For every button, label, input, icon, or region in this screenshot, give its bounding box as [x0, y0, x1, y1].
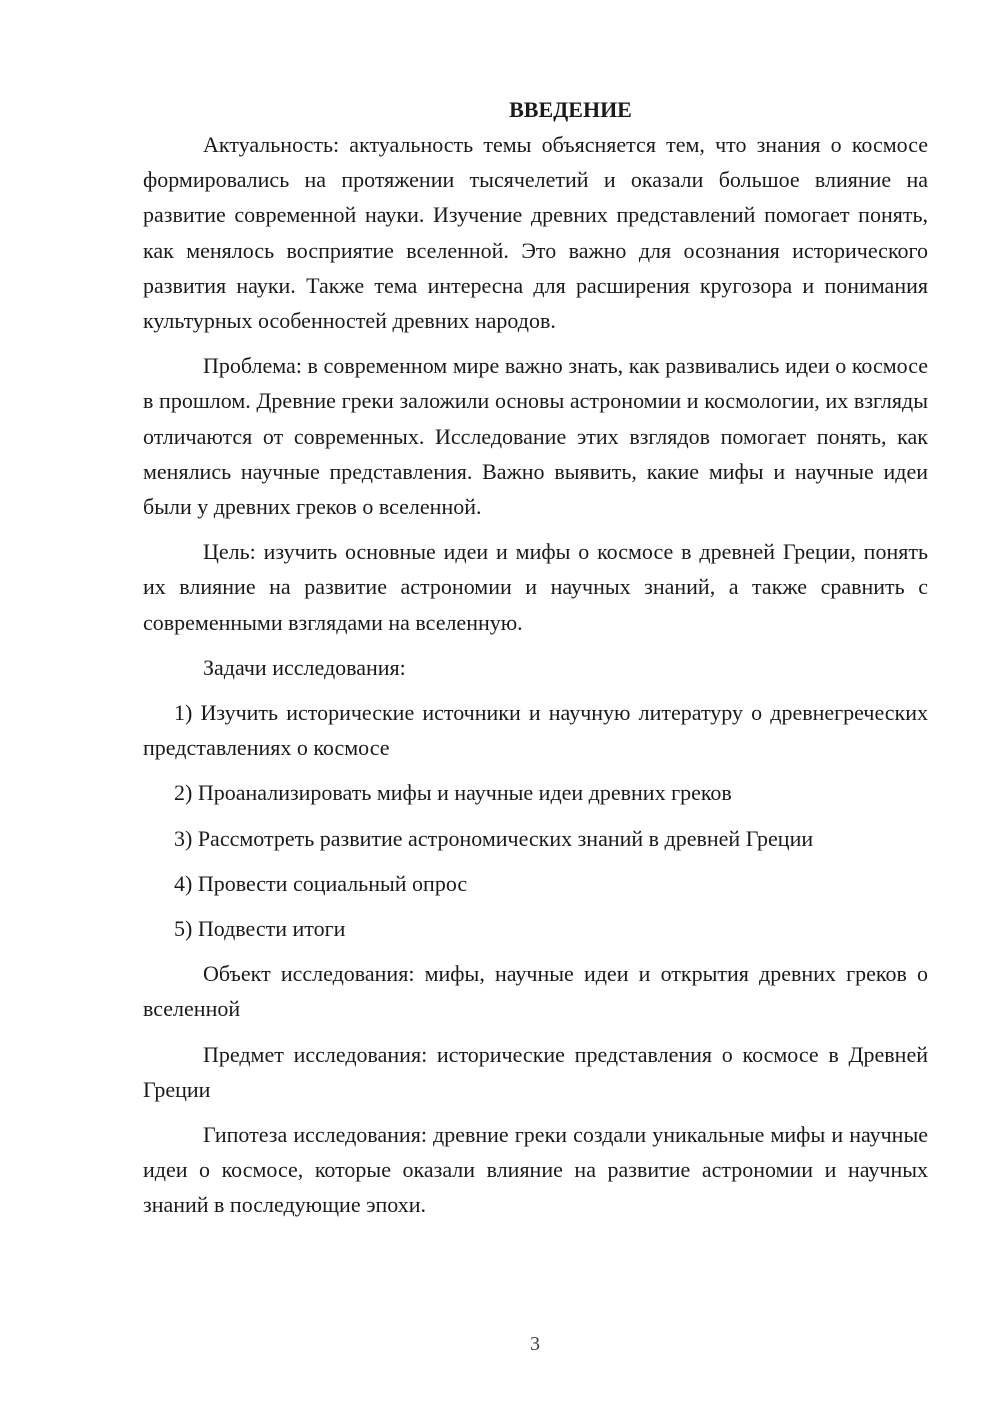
page-number: 3	[530, 1333, 540, 1355]
paragraph-hypothesis: Гипотеза исследования: древние греки создали уникальные мифы и научные идеи о космосе, которые оказали влияние на развитие астрономии и научных знаний в последующие эпохи.	[143, 1122, 928, 1218]
paragraph-object: Объект исследования: мифы, научные идеи и открытия древних греков о вселенной	[143, 961, 928, 1022]
page-title: ВВЕДЕНИЕ	[509, 97, 632, 122]
document-page	[143, 92, 928, 1223]
tasks-heading: Задачи исследования:	[203, 654, 406, 680]
list-item: 4) Провести социальный опрос	[174, 870, 468, 896]
paragraph-goal: Цель: изучить основные идеи и мифы о космосе в древней Греции, понять их влияние на развитие астрономии и научных знаний, а также сравнить с современными взглядами на вселенную.	[143, 539, 928, 635]
paragraph-relevance: Актуальность: актуальность темы объясняется тем, что знания о космосе формировались на протяжении тысячелетий и оказали большое влияние на развитие современной науки. Изучение древних представлений помогает понять, как менялось восприятие вселенной. Это важно для осознания исторического развития науки. Также тема интересна для расширения кругозора и понимания культурных особенностей древних народов.	[143, 132, 928, 334]
list-item: 3) Рассмотреть развитие астрономических знаний в древней Греции	[174, 825, 814, 851]
paragraph-subject: Предмет исследования: исторические представления о космосе в Древней Греции	[143, 1041, 928, 1102]
list-item: 5) Подвести итоги	[174, 916, 346, 942]
list-item: 2) Проанализировать мифы и научные идеи древних греков	[174, 780, 732, 806]
list-item: 1) Изучить исторические источники и научную литературу о древнегреческих представлениях о космосе	[143, 700, 928, 761]
paragraph-problem: Проблема: в современном мире важно знать, как развивались идеи о космосе в прошлом. Древние греки заложили основы астрономии и космологии, их взгляды отличаются от современных. Исследование этих взглядов помогает понять, как менялись научные представления. Важно выявить, какие мифы и научные идеи были у древних греков о вселенной.	[143, 353, 928, 520]
